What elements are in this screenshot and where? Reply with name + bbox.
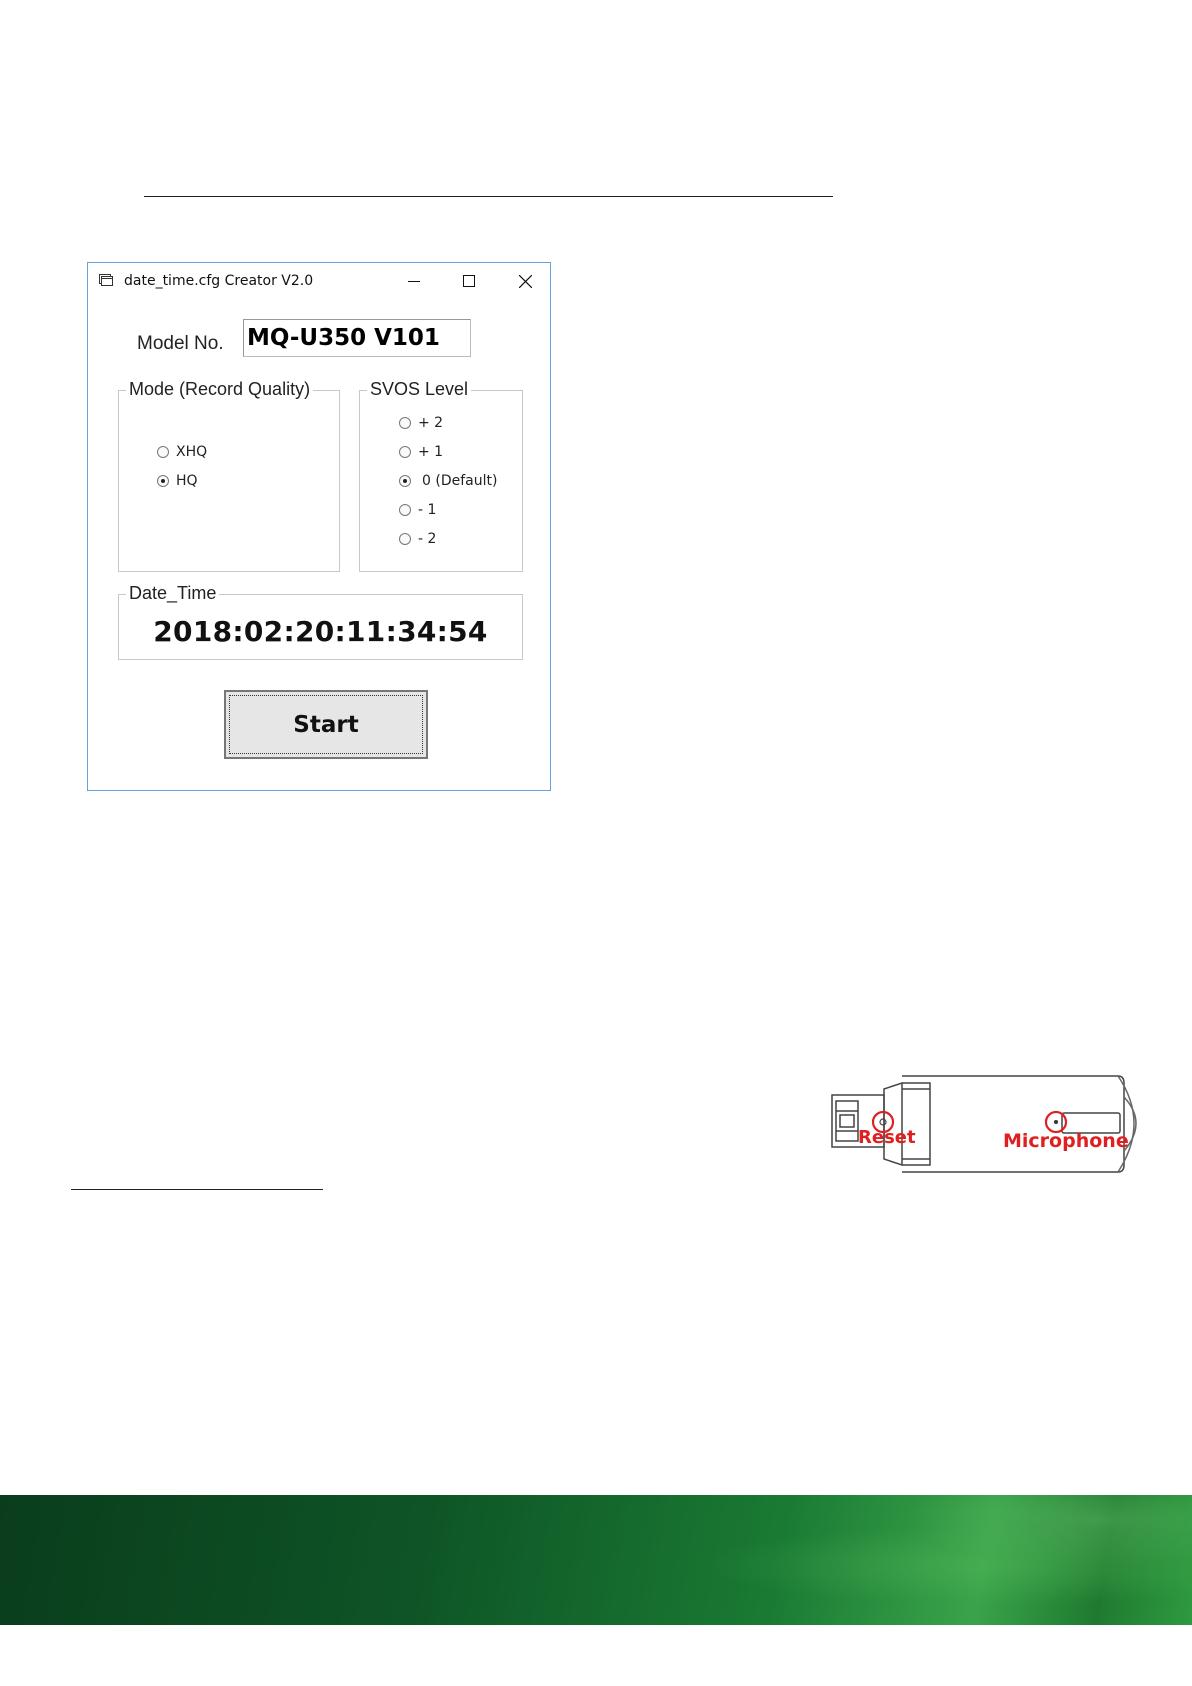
date-time-value: 2018:02:20:11:34:54 <box>153 615 488 648</box>
svos-level-group <box>359 379 523 572</box>
close-icon <box>519 275 532 288</box>
record-quality-legend: Mode (Record Quality) <box>126 379 313 400</box>
radio-svos-minus-2-label: - 2 <box>418 531 437 547</box>
record-quality-group <box>118 379 340 572</box>
svos-level-legend: SVOS Level <box>367 379 471 400</box>
model-number-label: Model No. <box>137 333 224 354</box>
date-time-group <box>118 583 523 660</box>
radio-svos-plus-2-label: + 2 <box>418 415 444 431</box>
minimize-icon <box>408 275 420 287</box>
top-rule <box>144 196 833 197</box>
date-time-legend: Date_Time <box>126 583 219 604</box>
radio-svos-0[interactable] <box>399 473 497 489</box>
microphone-marker <box>1046 1112 1066 1132</box>
radio-xhq-label: XHQ <box>176 444 208 460</box>
radio-svos-plus-2-indicator <box>399 417 411 429</box>
footer-band <box>0 1495 1192 1625</box>
close-button[interactable] <box>502 266 548 296</box>
title-bar[interactable] <box>88 263 550 299</box>
radio-svos-plus-1-indicator <box>399 446 411 458</box>
radio-svos-minus-2-indicator <box>399 533 411 545</box>
radio-xhq-indicator <box>157 446 169 458</box>
radio-svos-minus-1-indicator <box>399 504 411 516</box>
maximize-button[interactable] <box>446 266 492 296</box>
minimize-button[interactable] <box>391 266 437 296</box>
start-button-label: Start <box>293 711 359 738</box>
radio-hq-label: HQ <box>176 473 198 489</box>
app-window <box>87 262 551 791</box>
device-body <box>832 1076 1136 1172</box>
radio-svos-plus-1-label: + 1 <box>418 444 444 460</box>
model-number-input[interactable] <box>243 319 471 357</box>
radio-svos-0-indicator <box>399 475 411 487</box>
app-window-icon <box>99 274 113 286</box>
microphone-label: Microphone <box>1003 1130 1129 1152</box>
start-button[interactable] <box>224 690 428 759</box>
bottom-rule <box>71 1189 323 1190</box>
radio-xhq[interactable] <box>157 444 207 460</box>
radio-svos-minus-1-label: - 1 <box>418 502 437 518</box>
window-title: date_time.cfg Creator V2.0 <box>124 273 314 289</box>
radio-svos-minus-1[interactable] <box>399 502 436 518</box>
reset-label: Reset <box>858 1127 916 1148</box>
radio-svos-plus-1[interactable] <box>399 444 443 460</box>
device-diagram <box>830 1075 1150 1175</box>
radio-hq-indicator <box>157 475 169 487</box>
radio-hq[interactable] <box>157 473 198 489</box>
radio-svos-0-label: 0 (Default) <box>422 473 498 489</box>
radio-svos-plus-2[interactable] <box>399 415 443 431</box>
maximize-icon <box>463 275 475 287</box>
radio-svos-minus-2[interactable] <box>399 531 436 547</box>
